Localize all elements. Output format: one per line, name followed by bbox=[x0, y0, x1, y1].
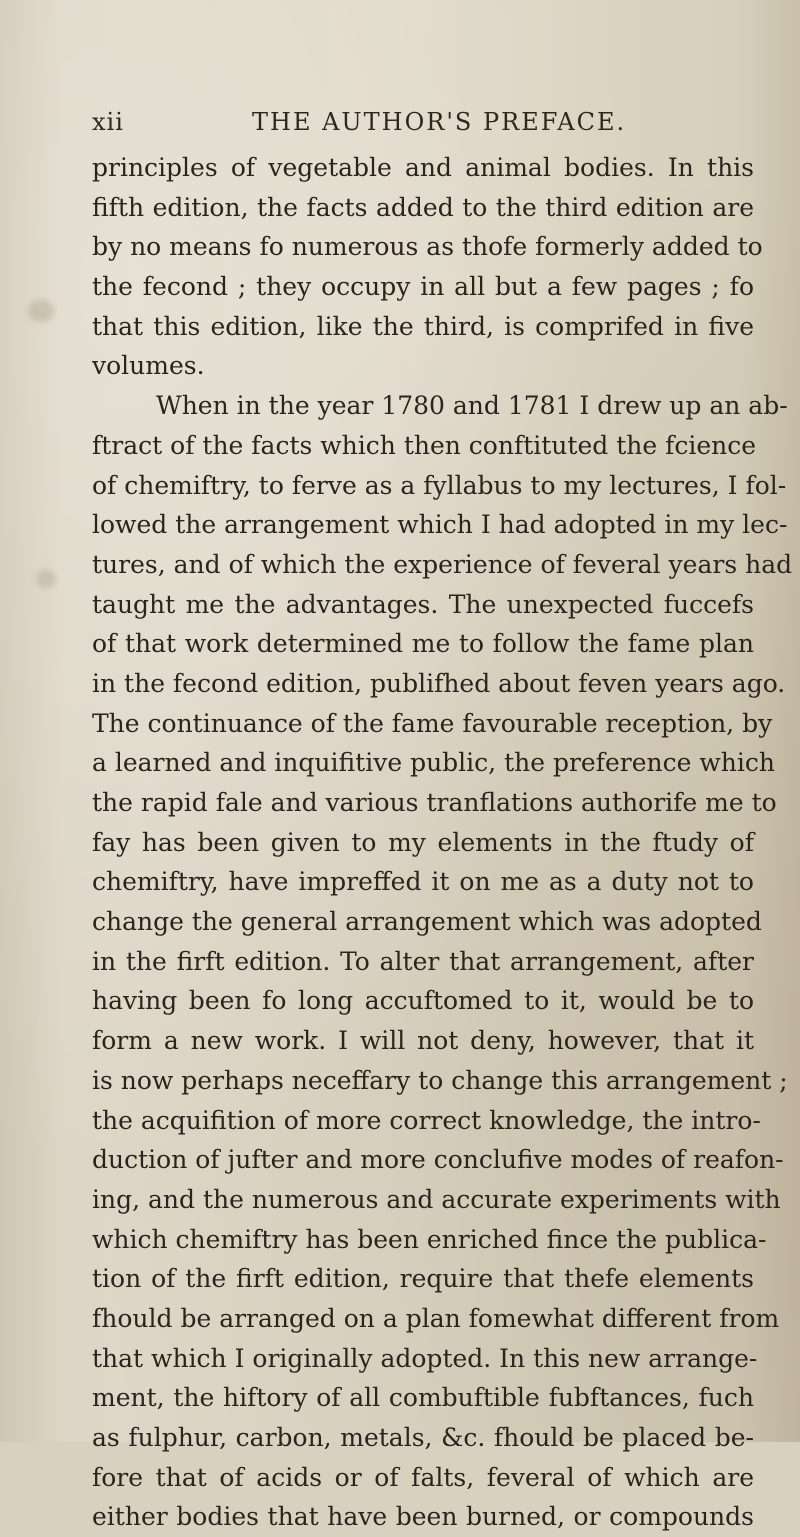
text-line: fhould be arranged on a plan fomewhat different from bbox=[92, 1303, 780, 1333]
text-line: fay has been given to my elements in the ftudy of bbox=[92, 827, 754, 857]
text-line: ment, the hiftory of all combuftible fubftances, fuch bbox=[92, 1383, 754, 1413]
text-line: of chemiftry, to ferve as a fyllabus to my lectures, I fol- bbox=[92, 470, 787, 500]
text-line: volumes. bbox=[92, 351, 205, 381]
text-line: lowed the arrangement which I had adopted in my lec- bbox=[92, 510, 788, 540]
text-line: ftract of the facts which then conftituted the fcience bbox=[92, 430, 757, 460]
text-line: form a new work. I will not deny, however, that it bbox=[92, 1026, 754, 1056]
text-line: ing, and the numerous and accurate experiments with bbox=[92, 1184, 781, 1214]
text-line: When in the year 1780 and 1781 I drew up an ab- bbox=[156, 391, 788, 421]
body-text bbox=[92, 148, 793, 1537]
text-line: that which I originally adopted. In this new arrange- bbox=[92, 1343, 758, 1373]
text-line: in the fecond edition, publifhed about feven years ago. bbox=[92, 668, 786, 698]
text-line: taught me the advantages. The unexpected fuccefs bbox=[92, 589, 754, 619]
text-line: either bodies that have been burned, or compounds bbox=[92, 1502, 754, 1532]
text-line: in the firft edition. To alter that arrangement, after bbox=[92, 946, 754, 976]
text-line: principles of vegetable and animal bodies. In this bbox=[92, 153, 754, 182]
text-line: by no means fo numerous as thofe formerly added to bbox=[92, 232, 763, 262]
text-line: The continuance of the fame favourable reception, by bbox=[92, 708, 773, 738]
text-line: having been fo long accuftomed to it, would be to bbox=[92, 986, 754, 1016]
running-title: THE AUTHOR'S PREFACE. bbox=[252, 108, 627, 136]
text-line: fore that of acids or of falts, feveral of which are bbox=[92, 1462, 754, 1492]
text-line: that this edition, like the third, is comprifed in five bbox=[92, 311, 754, 341]
text-line: the acquifition of more correct knowledge, the intro- bbox=[92, 1105, 761, 1135]
text-line: which chemiftry has been enriched fince the publica- bbox=[92, 1224, 767, 1254]
text-line: chemiftry, have impreffed it on me as a duty not to bbox=[92, 867, 754, 897]
text-line: fifth edition, the facts added to the third edition are bbox=[92, 192, 754, 222]
foxing-stain bbox=[28, 300, 54, 322]
text-line: of that work determined me to follow the fame plan bbox=[92, 629, 754, 659]
page-number: xii bbox=[92, 108, 124, 136]
text-line: the fecond ; they occupy in all but a few pages ; fo bbox=[92, 272, 754, 302]
text-line: change the general arrangement which was adopted bbox=[92, 907, 762, 937]
text-line: tion of the firft edition, require that thefe elements bbox=[92, 1264, 754, 1294]
text-line: a learned and inquifitive public, the preference which bbox=[92, 748, 775, 778]
text-line: tures, and of which the experience of feveral years had bbox=[92, 549, 793, 579]
running-head bbox=[92, 108, 712, 144]
text-line: is now perhaps neceffary to change this arrangement ; bbox=[92, 1065, 788, 1095]
text-line: as fulphur, carbon, metals, &c. fhould be placed be- bbox=[92, 1423, 754, 1452]
foxing-stain bbox=[36, 570, 56, 588]
text-line: the rapid fale and various tranflations authorife me to bbox=[92, 788, 777, 817]
text-line: duction of jufter and more conclufive modes of reafon- bbox=[92, 1145, 784, 1175]
